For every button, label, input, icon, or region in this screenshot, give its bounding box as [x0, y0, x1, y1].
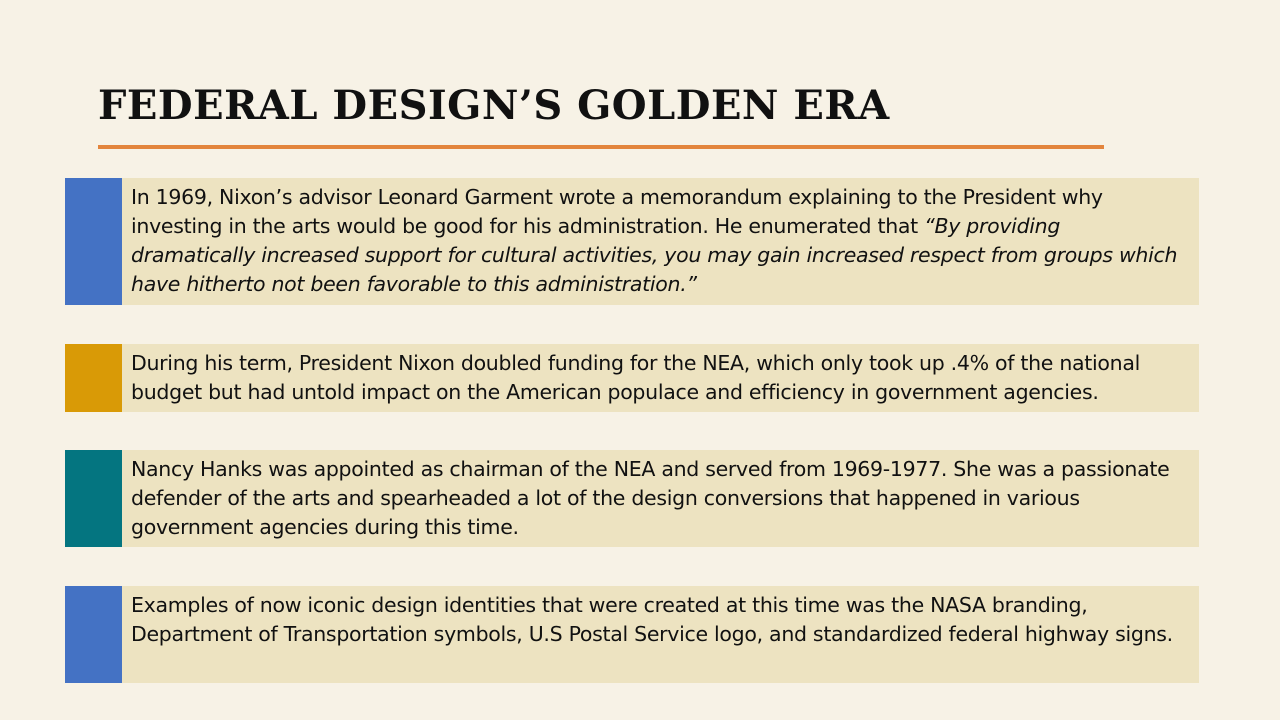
bullet-marker: [65, 450, 122, 547]
bullet-text-plain: In 1969, Nixon’s advisor Leonard Garment wrote a memorandum explaining to the President why investing in the arts would be good for his administration. He enumerated that: [131, 185, 1103, 238]
bullet-text: [131, 183, 1185, 299]
bullet-item-1: [65, 178, 1199, 305]
bullet-marker: [65, 178, 122, 305]
bullet-item-2: [65, 344, 1199, 412]
bullet-marker: [65, 586, 122, 683]
bullet-item-3: [65, 450, 1199, 547]
bullet-text: Nancy Hanks was appointed as chairman of the NEA and served from 1969-1977. She was a passionate defender of the arts and spearheaded a lot of the design conversions that happened in various government agencies during this time.: [131, 457, 1170, 539]
bullet-text-quote: “By providing dramatically increased support for cultural activities, you may gain increased respect from groups which have hitherto not been favorable to this administration.”: [131, 214, 1178, 296]
title-underline: [98, 145, 1104, 149]
slide-title: FEDERAL DESIGN’S GOLDEN ERA: [98, 82, 890, 129]
bullet-marker: [65, 344, 122, 412]
bullet-text: Examples of now iconic design identities that were created at this time was the NASA branding, Department of Transportation symbols, U.S Postal Service logo, and standardized federal highway signs.: [131, 593, 1173, 646]
bullet-text: During his term, President Nixon doubled funding for the NEA, which only took up .4% of the national budget but had untold impact on the American populace and efficiency in government agencies.: [131, 351, 1141, 404]
bullet-item-4: [65, 586, 1199, 683]
